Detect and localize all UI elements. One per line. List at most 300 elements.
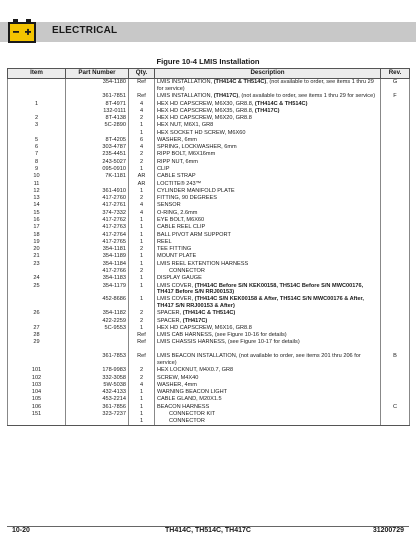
description-cell	[155, 353, 381, 367]
qty-cell: 1	[129, 122, 155, 129]
qty-cell: 1	[129, 129, 155, 136]
rev-cell	[381, 231, 410, 238]
rev-cell	[381, 202, 410, 209]
qty-cell: Ref	[129, 79, 155, 93]
rev-cell	[381, 115, 410, 122]
column-header-qty: Qty.	[129, 69, 155, 79]
part-number-cell: 374-7332	[66, 209, 129, 216]
description-text: HEX HD CAPSCREW, M6X30, GR8.8,	[157, 100, 255, 107]
description-cell	[155, 195, 381, 202]
description-text: CABLE REEL CLIP	[157, 224, 206, 231]
part-number-cell: 8T-4138	[66, 115, 129, 122]
rev-cell	[381, 268, 410, 275]
item-cell: 13	[8, 195, 66, 202]
description-cell	[155, 317, 381, 324]
part-number-cell: 417-2762	[66, 217, 129, 224]
table-row	[8, 282, 410, 296]
description-text: RIPP NUT, 6mm	[157, 158, 198, 165]
description-cell	[155, 209, 381, 216]
description-cell	[155, 144, 381, 151]
rev-cell	[381, 339, 410, 346]
rev-cell	[381, 310, 410, 317]
rev-cell	[381, 367, 410, 374]
part-number-cell: 422-2259	[66, 317, 129, 324]
table-row	[8, 129, 410, 136]
qty-cell: 2	[129, 246, 155, 253]
footer-models: TH414C, TH514C, TH417C	[165, 527, 251, 534]
description-text: HEX SOCKET HD SCREW, M6X60	[157, 129, 246, 136]
rev-cell	[381, 224, 410, 231]
part-number-cell: 332-3058	[66, 374, 129, 381]
description-bold-text: (TH414C & TH514C)	[182, 310, 236, 317]
part-number-cell: 243-5027	[66, 158, 129, 165]
description-text: HEX HD CAPSCREW, M6X16, GR8.8	[157, 324, 252, 331]
rev-cell	[381, 346, 410, 353]
item-cell	[8, 296, 66, 310]
qty-cell: Ref	[129, 339, 155, 346]
item-cell: 106	[8, 403, 66, 410]
table-row	[8, 209, 410, 216]
part-number-cell: 5C-9553	[66, 325, 129, 332]
item-cell: 10	[8, 173, 66, 180]
table-row	[8, 310, 410, 317]
battery-icon	[7, 17, 37, 45]
description-text: CABLE GLAND, M20X1.5	[157, 396, 222, 403]
rev-cell	[381, 296, 410, 310]
description-cell	[155, 151, 381, 158]
table-row	[8, 231, 410, 238]
description-cell	[155, 217, 381, 224]
rev-cell	[381, 325, 410, 332]
description-cell	[155, 282, 381, 296]
part-number-cell	[66, 129, 129, 136]
part-number-cell: 361-7856	[66, 403, 129, 410]
page-number: 10-20	[12, 527, 30, 534]
item-cell: 24	[8, 275, 66, 282]
description-text: SENSOR	[157, 202, 181, 209]
item-cell: 104	[8, 389, 66, 396]
description-text: RIPP BOLT, M6X16mm	[157, 151, 216, 158]
column-header-item: Item	[8, 69, 66, 79]
description-bold-text: (TH417C)	[182, 317, 208, 324]
item-cell: 105	[8, 396, 66, 403]
description-cell	[155, 231, 381, 238]
qty-cell: 4	[129, 100, 155, 107]
qty-cell: Ref	[129, 93, 155, 100]
part-number-cell: 417-2766	[66, 268, 129, 275]
table-row	[8, 137, 410, 144]
part-number-cell	[66, 332, 129, 339]
part-number-cell: 323-7237	[66, 411, 129, 418]
rev-cell: C	[381, 403, 410, 410]
description-cell	[155, 396, 381, 403]
rev-cell	[381, 209, 410, 216]
rev-cell	[381, 129, 410, 136]
qty-cell	[129, 346, 155, 353]
item-cell: 11	[8, 180, 66, 187]
item-cell: 6	[8, 144, 66, 151]
section-title: ELECTRICAL	[52, 25, 118, 36]
description-bold-text: (TH414C S/N KEK00158 & After, TH514C S/N MWC00176 & After, TH417 S/N RRJ00153 & After)	[157, 296, 364, 309]
table-row	[8, 173, 410, 180]
table-row	[8, 403, 410, 410]
document-number: 31200729	[372, 527, 404, 534]
item-cell: 28	[8, 332, 66, 339]
part-number-cell: 5C-2890	[66, 122, 129, 129]
table-row	[8, 246, 410, 253]
qty-cell: 2	[129, 374, 155, 381]
description-text: LMIS INSTALLATION,	[157, 93, 214, 100]
rev-cell: G	[381, 79, 410, 93]
rev-cell	[381, 396, 410, 403]
description-cell	[155, 202, 381, 209]
table-row	[8, 188, 410, 195]
table-row	[8, 275, 410, 282]
qty-cell: 4	[129, 107, 155, 114]
qty-cell: 1	[129, 260, 155, 267]
table-row	[8, 396, 410, 403]
table-header-row	[8, 69, 410, 79]
rev-cell	[381, 144, 410, 151]
item-cell: 103	[8, 381, 66, 388]
part-number-cell: 354-1183	[66, 275, 129, 282]
description-text: , (not available to order, see items 1 thru 29 for service)	[238, 93, 376, 100]
rev-cell	[381, 158, 410, 165]
part-number-cell	[66, 346, 129, 353]
qty-cell: 6	[129, 137, 155, 144]
description-text: CONNECTOR KIT	[169, 410, 216, 417]
part-number-cell: 235-4451	[66, 151, 129, 158]
item-cell	[8, 79, 66, 93]
table-row	[8, 346, 410, 353]
column-header-rev: Rev.	[381, 69, 410, 79]
description-text: WASHER, 4mm	[157, 381, 197, 388]
description-cell	[155, 100, 381, 107]
part-number-cell: 178-9983	[66, 367, 129, 374]
part-number-cell: 354-1189	[66, 253, 129, 260]
table-row	[8, 115, 410, 122]
table-row	[8, 158, 410, 165]
description-text: EYE BOLT, M6X60	[157, 217, 205, 223]
part-number-cell	[66, 180, 129, 187]
table-row	[8, 353, 410, 367]
item-cell: 21	[8, 253, 66, 260]
part-number-cell: 417-2760	[66, 195, 129, 202]
qty-cell: 4	[129, 144, 155, 151]
qty-cell: 4	[129, 209, 155, 216]
description-text: DISPLAY GAUGE	[157, 275, 202, 282]
description-text: TEE FITTING	[157, 246, 192, 253]
figure-title: Figure 10-4 LMIS Installation	[156, 57, 260, 66]
table-row	[8, 367, 410, 374]
description-cell	[155, 403, 381, 410]
description-cell	[155, 332, 381, 339]
part-number-cell: 417-2765	[66, 239, 129, 246]
table-row	[8, 93, 410, 100]
description-bold-text: (TH417C)	[254, 107, 280, 114]
rev-cell	[381, 239, 410, 246]
description-text: HEX LOCKNUT, M4X0.7, GR8	[157, 367, 234, 374]
description-text: WARNING BEACON LIGHT	[157, 389, 228, 396]
rev-cell	[381, 195, 410, 202]
qty-cell: 1	[129, 396, 155, 403]
part-number-cell: 361-7851	[66, 93, 129, 100]
table-row	[8, 260, 410, 267]
qty-cell: 1	[129, 411, 155, 418]
description-cell	[155, 367, 381, 374]
description-cell	[155, 180, 381, 187]
item-cell	[8, 129, 66, 136]
table-row	[8, 195, 410, 202]
table-row	[8, 325, 410, 332]
description-cell	[155, 173, 381, 180]
table-row	[8, 296, 410, 310]
description-text: CONNECTOR	[169, 418, 205, 425]
item-cell: 3	[8, 122, 66, 129]
item-cell: 26	[8, 310, 66, 317]
rev-cell	[381, 260, 410, 267]
part-number-cell: 417-2764	[66, 231, 129, 238]
item-cell: 14	[8, 202, 66, 209]
description-cell	[155, 224, 381, 231]
qty-cell: 1	[129, 275, 155, 282]
description-text: WASHER, 6mm	[157, 136, 197, 143]
item-cell: 8	[8, 158, 66, 165]
rev-cell	[381, 122, 410, 129]
part-number-cell: 452-8686	[66, 296, 129, 310]
description-cell	[155, 339, 381, 346]
table-row	[8, 253, 410, 260]
qty-cell: 1	[129, 217, 155, 224]
description-cell	[155, 166, 381, 173]
description-text: REEL	[157, 238, 172, 245]
item-cell: 20	[8, 246, 66, 253]
item-cell: 19	[8, 239, 66, 246]
description-cell	[155, 107, 381, 114]
part-number-cell: 361-4910	[66, 188, 129, 195]
description-text: LMIS CHASSIS HARNESS, (see Figure 10-17 for details)	[157, 339, 300, 346]
qty-cell: 2	[129, 317, 155, 324]
rev-cell	[381, 332, 410, 339]
qty-cell: 2	[129, 268, 155, 275]
rev-cell	[381, 107, 410, 114]
item-cell	[8, 268, 66, 275]
description-text: CABLE STRAP	[157, 173, 196, 180]
part-number-cell: 417-2763	[66, 224, 129, 231]
description-text: HEX HD CAPSCREW, M6X20, GR8.8	[157, 115, 252, 122]
rev-cell	[381, 137, 410, 144]
table-row	[8, 144, 410, 151]
qty-cell: Ref	[129, 332, 155, 339]
qty-cell: 2	[129, 158, 155, 165]
qty-cell: 1	[129, 188, 155, 195]
description-cell	[155, 411, 381, 418]
table-row	[8, 107, 410, 114]
parts-table-body	[8, 79, 410, 426]
description-bold-text: (TH414C & TH514C)	[254, 100, 308, 107]
description-text: CLIP	[157, 166, 170, 173]
part-number-cell	[66, 418, 129, 426]
item-cell: 1	[8, 100, 66, 107]
item-cell	[8, 346, 66, 353]
rev-cell: F	[381, 93, 410, 100]
description-cell	[155, 246, 381, 253]
description-cell	[155, 418, 381, 426]
qty-cell: 1	[129, 325, 155, 332]
description-text: SCREW, M4X40	[157, 374, 199, 381]
table-row	[8, 122, 410, 129]
part-number-cell: 354-1181	[66, 246, 129, 253]
qty-cell: Ref	[129, 353, 155, 367]
rev-cell	[381, 180, 410, 187]
table-row	[8, 217, 410, 224]
description-cell	[155, 158, 381, 165]
description-cell	[155, 188, 381, 195]
description-text: CYLINDER MANIFOLD PLATE	[157, 187, 235, 194]
part-number-cell: 7K-1181	[66, 173, 129, 180]
table-row	[8, 79, 410, 93]
description-cell	[155, 389, 381, 396]
rev-cell	[381, 411, 410, 418]
qty-cell: 2	[129, 151, 155, 158]
description-text: SPACER,	[157, 317, 183, 324]
qty-cell: 1	[129, 166, 155, 173]
description-text: LMIS REEL EXTENTION HARNESS	[157, 260, 249, 267]
column-header-description: Description	[155, 69, 381, 79]
item-cell: 7	[8, 151, 66, 158]
description-cell	[155, 93, 381, 100]
description-cell	[155, 381, 381, 388]
table-row	[8, 151, 410, 158]
item-cell: 101	[8, 367, 66, 374]
rev-cell	[381, 374, 410, 381]
qty-cell: 1	[129, 224, 155, 231]
table-row	[8, 374, 410, 381]
rev-cell	[381, 253, 410, 260]
description-cell	[155, 239, 381, 246]
table-row	[8, 381, 410, 388]
qty-cell: 2	[129, 195, 155, 202]
description-bold-text: (TH414C & TH514C)	[213, 79, 267, 86]
description-text: BALL PIVOT ARM SUPPORT	[157, 231, 231, 238]
qty-cell: 1	[129, 253, 155, 260]
rev-cell	[381, 246, 410, 253]
description-text: LMIS BEACON INSTALLATION, (not available to order, see items 201 thru 206 for service)	[157, 353, 361, 366]
item-cell	[8, 93, 66, 100]
description-cell	[155, 325, 381, 332]
description-text: LMIS COVER,	[157, 282, 195, 289]
table-row	[8, 332, 410, 339]
description-text: LMIS INSTALLATION,	[157, 79, 214, 86]
rev-cell	[381, 418, 410, 426]
part-number-cell: 8T-4971	[66, 100, 129, 107]
description-text: MOUNT PLATE	[157, 253, 197, 260]
rev-cell	[381, 275, 410, 282]
qty-cell: 1	[129, 296, 155, 310]
column-header-part-number: Part Number	[66, 69, 129, 79]
part-number-cell	[66, 339, 129, 346]
description-cell	[155, 79, 381, 93]
table-row	[8, 339, 410, 346]
rev-cell	[381, 381, 410, 388]
table-row	[8, 180, 410, 187]
item-cell: 9	[8, 166, 66, 173]
item-cell: 2	[8, 115, 66, 122]
description-text: SPACER,	[157, 310, 183, 317]
table-row	[8, 268, 410, 275]
description-cell	[155, 137, 381, 144]
qty-cell: AR	[129, 180, 155, 187]
item-cell: 12	[8, 188, 66, 195]
table-row	[8, 239, 410, 246]
description-text: , (not available to order, see items 1 thru 29 for service)	[157, 79, 374, 92]
qty-cell: 4	[129, 202, 155, 209]
rev-cell	[381, 282, 410, 296]
rev-cell	[381, 217, 410, 224]
description-cell	[155, 122, 381, 129]
description-cell	[155, 346, 381, 353]
description-text: BEACON HARNESS	[157, 403, 210, 410]
qty-cell: 1	[129, 403, 155, 410]
description-text: HEX HD CAPSCREW, M6X35, GR8.8,	[157, 107, 255, 114]
table-row	[8, 100, 410, 107]
qty-cell: 1	[129, 282, 155, 296]
qty-cell: 2	[129, 115, 155, 122]
rev-cell	[381, 317, 410, 324]
description-cell	[155, 268, 381, 275]
table-row	[8, 411, 410, 418]
description-text: LOCTITE® 243™	[157, 180, 202, 187]
qty-cell: 1	[129, 231, 155, 238]
part-number-cell: 354-1180	[66, 79, 129, 93]
item-cell: 29	[8, 339, 66, 346]
description-cell	[155, 129, 381, 136]
part-number-cell: 432-4133	[66, 389, 129, 396]
qty-cell: 1	[129, 239, 155, 246]
item-cell	[8, 418, 66, 426]
description-cell	[155, 253, 381, 260]
table-row	[8, 317, 410, 324]
rev-cell: B	[381, 353, 410, 367]
parts-table	[7, 68, 410, 426]
table-row	[8, 202, 410, 209]
description-cell	[155, 260, 381, 267]
part-number-cell: 095-0910	[66, 166, 129, 173]
description-cell	[155, 310, 381, 317]
rev-cell	[381, 100, 410, 107]
description-cell	[155, 374, 381, 381]
description-bold-text: (TH414C Before S/N KEK00158, TH514C Before S/N MWC00176, TH417 Before S/N RRJ00153)	[157, 282, 364, 296]
table-row	[8, 166, 410, 173]
item-cell: 15	[8, 209, 66, 216]
description-text: FITTING, 90 DEGREES	[157, 195, 217, 202]
description-text: SPRING, LOCKWASHER, 6mm	[157, 144, 237, 151]
item-cell: 18	[8, 231, 66, 238]
item-cell: 17	[8, 224, 66, 231]
item-cell: 25	[8, 282, 66, 296]
table-row	[8, 224, 410, 231]
part-number-cell: 361-7853	[66, 353, 129, 367]
part-number-cell: 5W-5038	[66, 381, 129, 388]
item-cell: 102	[8, 374, 66, 381]
item-cell: 5	[8, 137, 66, 144]
item-cell: 23	[8, 260, 66, 267]
description-bold-text: (TH417C)	[213, 93, 239, 100]
description-text: CONNECTOR	[169, 267, 205, 274]
rev-cell	[381, 188, 410, 195]
item-cell: 16	[8, 217, 66, 224]
part-number-cell: 354-1182	[66, 310, 129, 317]
